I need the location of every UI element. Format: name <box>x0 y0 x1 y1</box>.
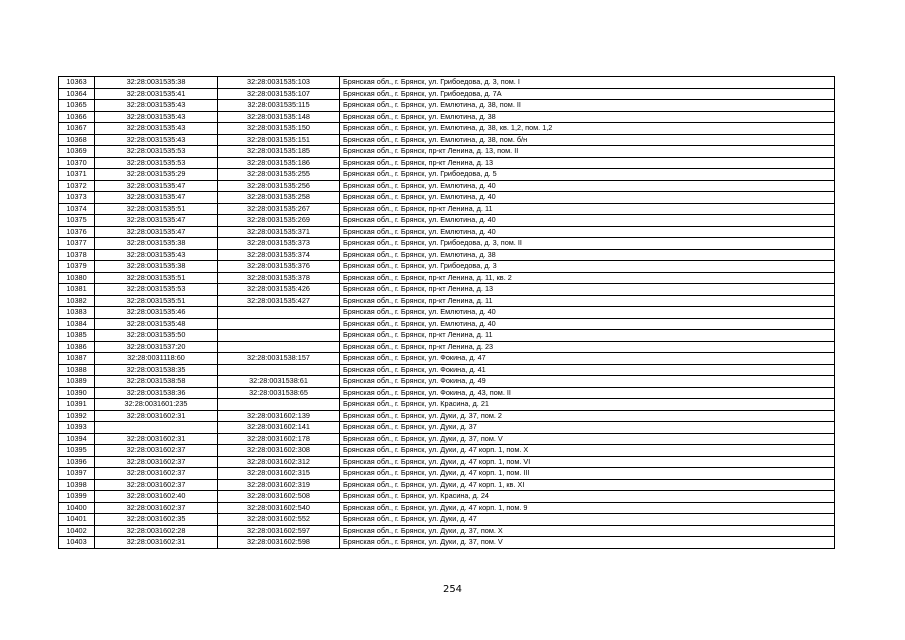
parcel-cadastral-cell: 32:28:0031602:40 <box>95 491 218 503</box>
row-number-cell: 10367 <box>59 123 95 135</box>
table-row <box>59 226 835 238</box>
address-cell: Брянская обл., г. Брянск, ул. Дуки, д. 37, пом. 2 <box>340 410 835 422</box>
object-cadastral-cell: 32:28:0031602:598 <box>218 537 340 549</box>
address-cell: Брянская обл., г. Брянск, ул. Емлютина, д. 38, пом. II <box>340 100 835 112</box>
address-cell: Брянская обл., г. Брянск, ул. Грибоедова, д. 7А <box>340 88 835 100</box>
address-cell: Брянская обл., г. Брянск, ул. Дуки, д. 37, пом. V <box>340 537 835 549</box>
object-cadastral-cell <box>218 341 340 353</box>
row-number-cell: 10386 <box>59 341 95 353</box>
parcel-cadastral-cell: 32:28:0031535:43 <box>95 111 218 123</box>
object-cadastral-cell: 32:28:0031602:597 <box>218 525 340 537</box>
parcel-cadastral-cell: 32:28:0031538:36 <box>95 387 218 399</box>
table-row <box>59 502 835 514</box>
object-cadastral-cell: 32:28:0031535:376 <box>218 261 340 273</box>
parcel-cadastral-cell: 32:28:0031535:53 <box>95 157 218 169</box>
object-cadastral-cell <box>218 318 340 330</box>
row-number-cell: 10372 <box>59 180 95 192</box>
parcel-cadastral-cell: 32:28:0031535:51 <box>95 203 218 215</box>
table-row <box>59 341 835 353</box>
row-number-cell: 10366 <box>59 111 95 123</box>
object-cadastral-cell: 32:28:0031538:157 <box>218 353 340 365</box>
table-row <box>59 364 835 376</box>
row-number-cell: 10380 <box>59 272 95 284</box>
object-cadastral-cell: 32:28:0031602:319 <box>218 479 340 491</box>
object-cadastral-cell <box>218 330 340 342</box>
address-cell: Брянская обл., г. Брянск, ул. Емлютина, д. 40 <box>340 307 835 319</box>
row-number-cell: 10371 <box>59 169 95 181</box>
table-body <box>59 77 835 549</box>
address-cell: Брянская обл., г. Брянск, ул. Емлютина, д. 38, пом. б/н <box>340 134 835 146</box>
address-cell: Брянская обл., г. Брянск, пр-кт Ленина, д. 11 <box>340 295 835 307</box>
object-cadastral-cell: 32:28:0031535:267 <box>218 203 340 215</box>
address-cell: Брянская обл., г. Брянск, ул. Красина, д. 21 <box>340 399 835 411</box>
table-row <box>59 169 835 181</box>
row-number-cell: 10365 <box>59 100 95 112</box>
row-number-cell: 10401 <box>59 514 95 526</box>
table-row <box>59 203 835 215</box>
parcel-cadastral-cell: 32:28:0031535:47 <box>95 180 218 192</box>
object-cadastral-cell <box>218 307 340 319</box>
row-number-cell: 10377 <box>59 238 95 250</box>
table-row <box>59 318 835 330</box>
parcel-cadastral-cell: 32:28:0031602:37 <box>95 502 218 514</box>
row-number-cell: 10398 <box>59 479 95 491</box>
row-number-cell: 10369 <box>59 146 95 158</box>
cadastral-table <box>58 76 835 549</box>
object-cadastral-cell: 32:28:0031602:308 <box>218 445 340 457</box>
table-row <box>59 422 835 434</box>
parcel-cadastral-cell: 32:28:0031602:31 <box>95 537 218 549</box>
object-cadastral-cell: 32:28:0031535:107 <box>218 88 340 100</box>
table-row <box>59 514 835 526</box>
row-number-cell: 10381 <box>59 284 95 296</box>
object-cadastral-cell: 32:28:0031602:141 <box>218 422 340 434</box>
table-row <box>59 134 835 146</box>
address-cell: Брянская обл., г. Брянск, ул. Емлютина, д. 40 <box>340 192 835 204</box>
address-cell: Брянская обл., г. Брянск, ул. Дуки, д. 47 корп. 1, пом. III <box>340 468 835 480</box>
table-row <box>59 330 835 342</box>
row-number-cell: 10373 <box>59 192 95 204</box>
object-cadastral-cell: 32:28:0031602:178 <box>218 433 340 445</box>
object-cadastral-cell: 32:28:0031535:426 <box>218 284 340 296</box>
parcel-cadastral-cell: 32:28:0031535:53 <box>95 146 218 158</box>
row-number-cell: 10395 <box>59 445 95 457</box>
address-cell: Брянская обл., г. Брянск, ул. Фокина, д. 47 <box>340 353 835 365</box>
object-cadastral-cell: 32:28:0031535:373 <box>218 238 340 250</box>
address-cell: Брянская обл., г. Брянск, ул. Красина, д. 24 <box>340 491 835 503</box>
address-cell: Брянская обл., г. Брянск, ул. Дуки, д. 37, пом. X <box>340 525 835 537</box>
row-number-cell: 10387 <box>59 353 95 365</box>
table-row <box>59 215 835 227</box>
table-row <box>59 192 835 204</box>
address-cell: Брянская обл., г. Брянск, ул. Емлютина, д. 40 <box>340 180 835 192</box>
page-number: 254 <box>442 584 463 595</box>
table-row <box>59 157 835 169</box>
parcel-cadastral-cell: 32:28:0031535:47 <box>95 226 218 238</box>
parcel-cadastral-cell: 32:28:0031535:38 <box>95 238 218 250</box>
parcel-cadastral-cell: 32:28:0031535:41 <box>95 88 218 100</box>
parcel-cadastral-cell: 32:28:0031535:46 <box>95 307 218 319</box>
parcel-cadastral-cell: 32:28:0031538:35 <box>95 364 218 376</box>
table-row <box>59 272 835 284</box>
object-cadastral-cell: 32:28:0031535:255 <box>218 169 340 181</box>
address-cell: Брянская обл., г. Брянск, ул. Дуки, д. 47 корп. 1, пом. VI <box>340 456 835 468</box>
parcel-cadastral-cell: 32:28:0031535:38 <box>95 261 218 273</box>
row-number-cell: 10383 <box>59 307 95 319</box>
table-row <box>59 433 835 445</box>
table-row <box>59 445 835 457</box>
address-cell: Брянская обл., г. Брянск, ул. Фокина, д. 43, пом. II <box>340 387 835 399</box>
object-cadastral-cell: 32:28:0031538:65 <box>218 387 340 399</box>
parcel-cadastral-cell: 32:28:0031602:37 <box>95 479 218 491</box>
address-cell: Брянская обл., г. Брянск, ул. Фокина, д. 41 <box>340 364 835 376</box>
object-cadastral-cell: 32:28:0031602:552 <box>218 514 340 526</box>
row-number-cell: 10389 <box>59 376 95 388</box>
row-number-cell: 10374 <box>59 203 95 215</box>
parcel-cadastral-cell: 32:28:0031602:28 <box>95 525 218 537</box>
row-number-cell: 10397 <box>59 468 95 480</box>
row-number-cell: 10403 <box>59 537 95 549</box>
row-number-cell: 10393 <box>59 422 95 434</box>
table-row <box>59 77 835 89</box>
object-cadastral-cell: 32:28:0031535:185 <box>218 146 340 158</box>
row-number-cell: 10400 <box>59 502 95 514</box>
object-cadastral-cell: 32:28:0031535:269 <box>218 215 340 227</box>
address-cell: Брянская обл., г. Брянск, пр-кт Ленина, д. 11 <box>340 203 835 215</box>
row-number-cell: 10378 <box>59 249 95 261</box>
object-cadastral-cell: 32:28:0031535:186 <box>218 157 340 169</box>
table-row <box>59 88 835 100</box>
address-cell: Брянская обл., г. Брянск, ул. Фокина, д. 49 <box>340 376 835 388</box>
table-row <box>59 146 835 158</box>
address-cell: Брянская обл., г. Брянск, пр-кт Ленина, д. 13 <box>340 157 835 169</box>
row-number-cell: 10394 <box>59 433 95 445</box>
address-cell: Брянская обл., г. Брянск, пр-кт Ленина, д. 13 <box>340 284 835 296</box>
parcel-cadastral-cell: 32:28:0031118:60 <box>95 353 218 365</box>
row-number-cell: 10399 <box>59 491 95 503</box>
table-row <box>59 410 835 422</box>
parcel-cadastral-cell: 32:28:0031602:35 <box>95 514 218 526</box>
table-row <box>59 456 835 468</box>
object-cadastral-cell: 32:28:0031535:371 <box>218 226 340 238</box>
address-cell: Брянская обл., г. Брянск, ул. Дуки, д. 47 корп. 1, пом. 9 <box>340 502 835 514</box>
address-cell: Брянская обл., г. Брянск, ул. Емлютина, д. 40 <box>340 318 835 330</box>
address-cell: Брянская обл., г. Брянск, пр-кт Ленина, д. 23 <box>340 341 835 353</box>
object-cadastral-cell: 32:28:0031535:258 <box>218 192 340 204</box>
object-cadastral-cell: 32:28:0031535:151 <box>218 134 340 146</box>
address-cell: Брянская обл., г. Брянск, ул. Дуки, д. 47 корп. 1, пом. X <box>340 445 835 457</box>
parcel-cadastral-cell: 32:28:0031602:31 <box>95 433 218 445</box>
address-cell: Брянская обл., г. Брянск, ул. Емлютина, д. 38, кв. 1,2, пом. 1,2 <box>340 123 835 135</box>
address-cell: Брянская обл., г. Брянск, ул. Емлютина, д. 40 <box>340 215 835 227</box>
table-row <box>59 295 835 307</box>
address-cell: Брянская обл., г. Брянск, ул. Грибоедова, д. 5 <box>340 169 835 181</box>
parcel-cadastral-cell: 32:28:0031535:43 <box>95 100 218 112</box>
row-number-cell: 10370 <box>59 157 95 169</box>
row-number-cell: 10402 <box>59 525 95 537</box>
parcel-cadastral-cell: 32:28:0031535:50 <box>95 330 218 342</box>
address-cell: Брянская обл., г. Брянск, ул. Грибоедова, д. 3 <box>340 261 835 273</box>
row-number-cell: 10388 <box>59 364 95 376</box>
parcel-cadastral-cell: 32:28:0031602:37 <box>95 445 218 457</box>
parcel-cadastral-cell: 32:28:0031535:43 <box>95 123 218 135</box>
row-number-cell: 10375 <box>59 215 95 227</box>
object-cadastral-cell: 32:28:0031602:315 <box>218 468 340 480</box>
object-cadastral-cell: 32:28:0031602:312 <box>218 456 340 468</box>
object-cadastral-cell: 32:28:0031535:148 <box>218 111 340 123</box>
object-cadastral-cell: 32:28:0031535:103 <box>218 77 340 89</box>
table-row <box>59 307 835 319</box>
table-row <box>59 180 835 192</box>
row-number-cell: 10364 <box>59 88 95 100</box>
parcel-cadastral-cell: 32:28:0031537:20 <box>95 341 218 353</box>
row-number-cell: 10385 <box>59 330 95 342</box>
address-cell: Брянская обл., г. Брянск, пр-кт Ленина, д. 11, кв. 2 <box>340 272 835 284</box>
row-number-cell: 10368 <box>59 134 95 146</box>
table-row <box>59 111 835 123</box>
object-cadastral-cell: 32:28:0031602:139 <box>218 410 340 422</box>
row-number-cell: 10379 <box>59 261 95 273</box>
row-number-cell: 10363 <box>59 77 95 89</box>
parcel-cadastral-cell: 32:28:0031535:43 <box>95 249 218 261</box>
address-cell: Брянская обл., г. Брянск, пр-кт Ленина, д. 13, пом. II <box>340 146 835 158</box>
table-row <box>59 353 835 365</box>
parcel-cadastral-cell: 32:28:0031535:47 <box>95 215 218 227</box>
parcel-cadastral-cell: 32:28:0031538:58 <box>95 376 218 388</box>
table-row <box>59 479 835 491</box>
address-cell: Брянская обл., г. Брянск, ул. Дуки, д. 47 <box>340 514 835 526</box>
table-row <box>59 468 835 480</box>
row-number-cell: 10382 <box>59 295 95 307</box>
table-row <box>59 376 835 388</box>
parcel-cadastral-cell: 32:28:0031535:38 <box>95 77 218 89</box>
table-row <box>59 387 835 399</box>
address-cell: Брянская обл., г. Брянск, ул. Дуки, д. 37 <box>340 422 835 434</box>
address-cell: Брянская обл., г. Брянск, ул. Емлютина, д. 40 <box>340 226 835 238</box>
table-row <box>59 399 835 411</box>
table-row <box>59 261 835 273</box>
row-number-cell: 10391 <box>59 399 95 411</box>
table-row <box>59 491 835 503</box>
row-number-cell: 10384 <box>59 318 95 330</box>
parcel-cadastral-cell: 32:28:0031602:37 <box>95 468 218 480</box>
row-number-cell: 10376 <box>59 226 95 238</box>
address-cell: Брянская обл., г. Брянск, пр-кт Ленина, д. 11 <box>340 330 835 342</box>
parcel-cadastral-cell: 32:28:0031601:235 <box>95 399 218 411</box>
table-row <box>59 249 835 261</box>
parcel-cadastral-cell: 32:28:0031535:29 <box>95 169 218 181</box>
object-cadastral-cell: 32:28:0031535:378 <box>218 272 340 284</box>
object-cadastral-cell: 32:28:0031602:508 <box>218 491 340 503</box>
object-cadastral-cell: 32:28:0031535:374 <box>218 249 340 261</box>
object-cadastral-cell: 32:28:0031538:61 <box>218 376 340 388</box>
address-cell: Брянская обл., г. Брянск, ул. Дуки, д. 47 корп. 1, кв. XI <box>340 479 835 491</box>
address-cell: Брянская обл., г. Брянск, ул. Емлютина, д. 38 <box>340 249 835 261</box>
row-number-cell: 10390 <box>59 387 95 399</box>
parcel-cadastral-cell: 32:28:0031535:51 <box>95 272 218 284</box>
parcel-cadastral-cell: 32:28:0031602:37 <box>95 456 218 468</box>
table-row <box>59 238 835 250</box>
row-number-cell: 10392 <box>59 410 95 422</box>
table-row <box>59 537 835 549</box>
table-row <box>59 284 835 296</box>
parcel-cadastral-cell: 32:28:0031535:51 <box>95 295 218 307</box>
parcel-cadastral-cell: 32:28:0031535:48 <box>95 318 218 330</box>
object-cadastral-cell: 32:28:0031535:115 <box>218 100 340 112</box>
row-number-cell: 10396 <box>59 456 95 468</box>
address-cell: Брянская обл., г. Брянск, ул. Емлютина, д. 38 <box>340 111 835 123</box>
parcel-cadastral-cell <box>95 422 218 434</box>
object-cadastral-cell: 32:28:0031602:540 <box>218 502 340 514</box>
object-cadastral-cell: 32:28:0031535:427 <box>218 295 340 307</box>
parcel-cadastral-cell: 32:28:0031535:53 <box>95 284 218 296</box>
table-row <box>59 123 835 135</box>
object-cadastral-cell: 32:28:0031535:256 <box>218 180 340 192</box>
parcel-cadastral-cell: 32:28:0031602:31 <box>95 410 218 422</box>
parcel-cadastral-cell: 32:28:0031535:43 <box>95 134 218 146</box>
address-cell: Брянская обл., г. Брянск, ул. Грибоедова, д. 3, пом. I <box>340 77 835 89</box>
address-cell: Брянская обл., г. Брянск, ул. Дуки, д. 37, пом. V <box>340 433 835 445</box>
object-cadastral-cell <box>218 399 340 411</box>
address-cell: Брянская обл., г. Брянск, ул. Грибоедова, д. 3, пом. II <box>340 238 835 250</box>
parcel-cadastral-cell: 32:28:0031535:47 <box>95 192 218 204</box>
table-row <box>59 100 835 112</box>
table-row <box>59 525 835 537</box>
object-cadastral-cell <box>218 364 340 376</box>
object-cadastral-cell: 32:28:0031535:150 <box>218 123 340 135</box>
